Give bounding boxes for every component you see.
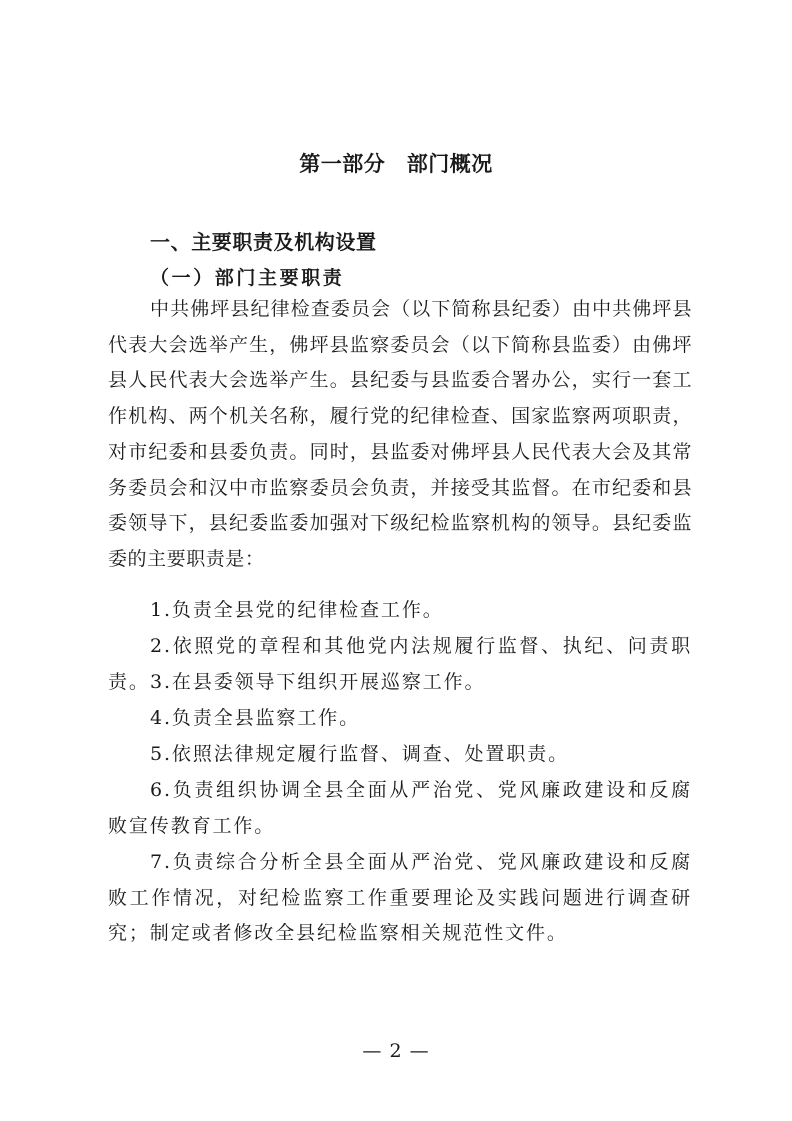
duty-item-1: 1.负责全县党的纪律检查工作。	[150, 599, 444, 621]
duty-item-5: 5.依照法律规定履行监督、调查、处置职责。	[150, 743, 570, 765]
duty-item-6: 6.负责组织协调全县全面从严治党、党风廉政建设和反腐败宣传教育工作。	[108, 779, 692, 837]
duty-item-7: 7.负责综合分析全县全面从严治党、党风廉政建设和反腐败工作情况，对纪检监察工作重要理论及实践问题进行调查研究；制定或者修改全县纪检监察相关规范性文件。	[108, 851, 692, 945]
section-heading: 一、主要职责及机构设置	[150, 230, 377, 254]
duty-item-3: 3.在县委领导下组织开展巡察工作。	[150, 671, 486, 693]
subheading: （一）部门主要职责	[150, 267, 345, 289]
part-title: 第一部分 部门概况	[299, 152, 493, 176]
duty-item-4: 4.负责全县监察工作。	[150, 707, 361, 729]
page-number: — 2 —	[362, 1040, 430, 1062]
intro-paragraph: 中共佛坪县纪律检查委员会（以下简称县纪委）由中共佛坪县代表大会选举产生，佛坪县监察委员会（以下简称县监委）由佛坪县人民代表大会选举产生。县纪委与县监委合署办公，实行一套工作机构、两个机关名称，履行党的纪律检查、国家监察两项职责，对市纪委和县委负责。同时，县监委对佛坪县人民代表大会及其常务委员会和汉中市监察委员会负责，并接受其监督。在市纪委和县委领导下，县纪委监委加强对下级纪检监察机构的领导。县纪委监委的主要职责是：	[108, 298, 692, 570]
duty-item-2: 2.依照党的章程和其他党内法规履行监督、执纪、问责职责。	[108, 635, 692, 693]
